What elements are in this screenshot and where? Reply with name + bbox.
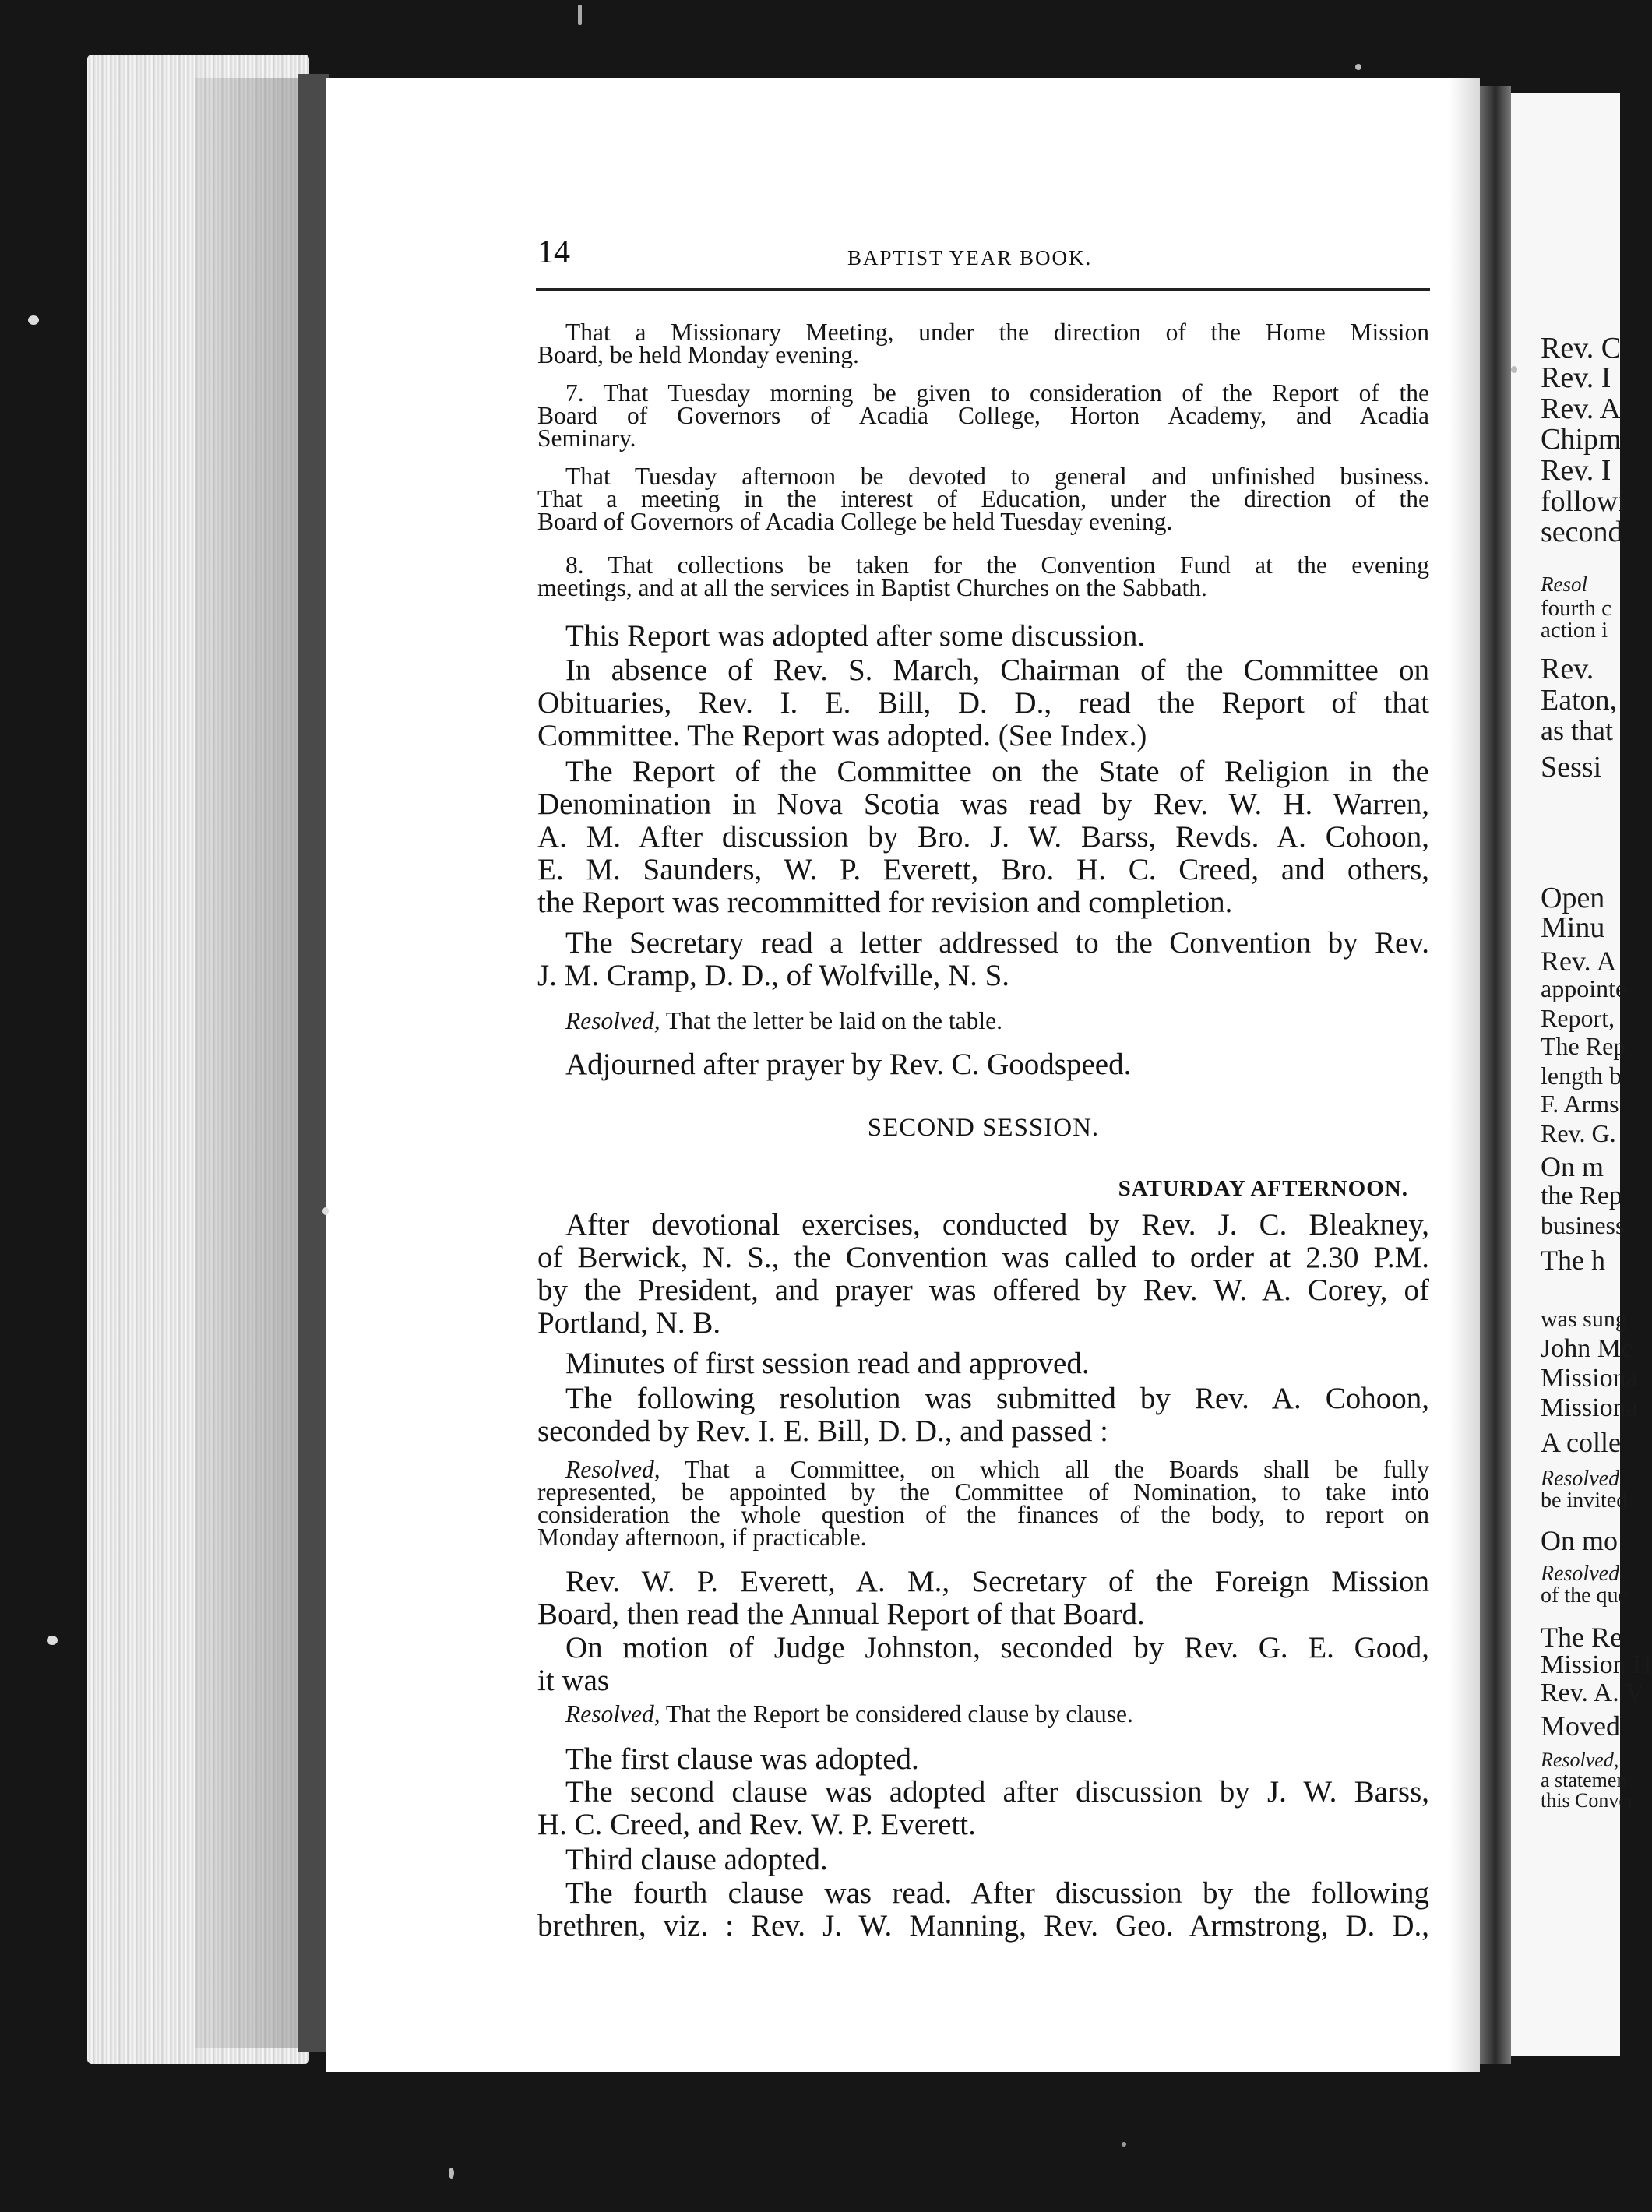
text-line: by the President, and prayer was offered by Rev. W. A. Corey, of bbox=[537, 1273, 1429, 1307]
facing-page-text-fragment: Mission H bbox=[1541, 1650, 1652, 1679]
resolution-letter-on-table bbox=[565, 1009, 1430, 1032]
paragraph-third-clause bbox=[565, 1844, 1430, 1876]
text-line: Committee. The Report was adopted. (See Index.) bbox=[537, 719, 1147, 752]
facing-page-text-fragment: Rev. A bbox=[1541, 393, 1622, 425]
facing-page-text-fragment: On mo bbox=[1541, 1525, 1618, 1556]
text-line: In absence of Rev. S. March, Chairman of the Committee on bbox=[565, 653, 1429, 687]
text-line: it was bbox=[537, 1664, 610, 1697]
text-line: J. M. Cramp, D. D., of Wolfville, N. S. bbox=[537, 959, 1010, 992]
resolution-clause-by-clause bbox=[565, 1700, 1430, 1728]
facing-page-text-fragment: Resolved bbox=[1541, 1467, 1620, 1491]
text-line: Board, then read the Annual Report of that Board. bbox=[537, 1597, 1145, 1631]
facing-page-text-fragment: Sessi bbox=[1541, 751, 1602, 784]
text-line: seconded by Rev. I. E. Bill, D. D., and passed : bbox=[537, 1414, 1108, 1448]
facing-page-text-fragment: length b bbox=[1541, 1062, 1622, 1090]
scan-speck bbox=[1511, 366, 1517, 373]
text-line: Minutes of first session read and approved. bbox=[565, 1347, 1090, 1380]
text-line: Seminary. bbox=[537, 424, 636, 452]
text-line: 8. That collections be taken for the Convention Fund at the evening bbox=[565, 551, 1429, 579]
facing-page-text-fragment: fourth c bbox=[1541, 596, 1611, 621]
section-subtitle: SATURDAY AFTERNOON. bbox=[1118, 1176, 1408, 1201]
paragraph-state-of-religion bbox=[537, 756, 1429, 919]
scan-speck bbox=[47, 1636, 58, 1645]
text-line: Board of Governors of Acadia College be held Tuesday evening. bbox=[537, 508, 1173, 535]
facing-page-text-fragment: of the que bbox=[1541, 1583, 1628, 1608]
page-curl-shadow bbox=[1449, 78, 1480, 2072]
header-rule bbox=[536, 288, 1430, 291]
text-line: After devotional exercises, conducted by Rev. J. C. Bleakney, bbox=[565, 1208, 1429, 1242]
text-line: the Report was recommitted for revision and completion. bbox=[537, 886, 1233, 919]
text-line: That the Report be considered clause by clause. bbox=[660, 1700, 1133, 1728]
text-line: of Berwick, N. S., the Convention was called to order at 2.30 P.M. bbox=[537, 1241, 1429, 1274]
resolved-label: Resolved, bbox=[565, 1700, 660, 1728]
paragraph-first-clause bbox=[565, 1743, 1430, 1776]
text-line: Adjourned after prayer by Rev. C. Goodspeed. bbox=[565, 1048, 1132, 1081]
paragraph-obituaries bbox=[537, 654, 1429, 752]
text-line: brethren, viz. : Rev. J. W. Manning, Rev. Geo. Armstrong, D. D., bbox=[537, 1909, 1429, 1943]
text-line: The second clause was adopted after discussion by J. W. Barss, bbox=[565, 1775, 1429, 1809]
facing-page-text-fragment: Rev. I bbox=[1541, 361, 1611, 394]
paragraph-fourth-clause bbox=[537, 1877, 1429, 1943]
text-line: Portland, N. B. bbox=[537, 1306, 721, 1340]
paragraph-foreign-mission-report bbox=[537, 1566, 1429, 1631]
facing-page-text-fragment: Chipm bbox=[1541, 423, 1622, 456]
text-line: E. M. Saunders, W. P. Everett, Bro. H. C. Creed, and others, bbox=[537, 853, 1429, 886]
text-line: A. M. After discussion by Bro. J. W. Barss, Revds. A. Cohoon, bbox=[537, 820, 1429, 854]
facing-page-fragment bbox=[1511, 93, 1652, 2056]
facing-page-text-fragment: the Rep bbox=[1541, 1182, 1622, 1210]
facing-page-text-fragment: Report, bbox=[1541, 1004, 1615, 1032]
scan-speck bbox=[449, 2168, 454, 2179]
facing-page-text-fragment: Resolved bbox=[1541, 1562, 1620, 1586]
facing-page-text-fragment: this Conver bbox=[1541, 1789, 1635, 1812]
text-line: consideration the whole question of the finances of the body, to report on bbox=[537, 1501, 1429, 1528]
text-line: Board of Governors of Acadia College, Horton Academy, and Acadia bbox=[537, 402, 1429, 429]
text-line: The following resolution was submitted by Rev. A. Cohoon, bbox=[565, 1382, 1429, 1415]
facing-page-text-fragment: Rev. G. bbox=[1541, 1119, 1616, 1147]
paragraph-report-adopted bbox=[565, 620, 1430, 653]
paragraph-devotional-exercises bbox=[537, 1209, 1429, 1340]
text-line: represented, be appointed by the Committee of Nomination, to take into bbox=[537, 1478, 1429, 1506]
text-line: H. C. Creed, and Rev. W. P. Everett. bbox=[537, 1808, 976, 1841]
facing-page-text-fragment: Missiona bbox=[1541, 1393, 1638, 1422]
facing-page-text-fragment: second bbox=[1541, 516, 1623, 548]
scan-speck bbox=[322, 1207, 329, 1215]
left-binding-shadow bbox=[298, 74, 329, 2052]
scan-speck bbox=[578, 5, 582, 25]
text-line: That the letter be laid on the table. bbox=[660, 1007, 1002, 1034]
text-line: Third clause adopted. bbox=[565, 1843, 828, 1876]
text-line bbox=[537, 1458, 1429, 1481]
facing-page-text-fragment: Rev. C bbox=[1541, 332, 1622, 365]
paragraph-tuesday-afternoon bbox=[537, 465, 1429, 533]
facing-page-text-fragment: A colle bbox=[1541, 1427, 1621, 1458]
facing-page-text-fragment: Minu bbox=[1541, 911, 1605, 944]
running-head: BAPTIST YEAR BOOK. bbox=[847, 246, 1093, 269]
text-line: Obituaries, Rev. I. E. Bill, D. D., read the Report of that bbox=[537, 686, 1429, 720]
paragraph-home-mission-meeting bbox=[537, 321, 1429, 366]
paragraph-resolution-submitted bbox=[537, 1382, 1429, 1448]
facing-page-text-fragment: Eaton, bbox=[1541, 684, 1618, 717]
facing-page-text-fragment: Missiona bbox=[1541, 1364, 1638, 1393]
text-line: That a Missionary Meeting, under the direction of the Home Mission bbox=[565, 319, 1429, 346]
paragraph-second-clause bbox=[537, 1776, 1429, 1841]
facing-page-text-fragment: The Re bbox=[1541, 1622, 1622, 1653]
facing-page-text-fragment: be invited bbox=[1541, 1488, 1628, 1513]
resolution-finance-committee bbox=[537, 1456, 1429, 1551]
facing-page-text-fragment: Rev. A bbox=[1541, 946, 1617, 977]
paragraph-minutes-approved bbox=[565, 1347, 1430, 1380]
text-line: Denomination in Nova Scotia was read by Rev. W. H. Warren, bbox=[537, 787, 1429, 821]
facing-page-text-fragment: appointe bbox=[1541, 974, 1627, 1002]
scan-speck bbox=[1122, 2142, 1126, 2147]
text-fragment: That a Committee, on which all the Boards shall be fully bbox=[660, 1456, 1429, 1483]
facing-page-text-fragment: F. Arms bbox=[1541, 1090, 1619, 1118]
facing-page-text-fragment: On m bbox=[1541, 1151, 1604, 1182]
resolved-label: Resolved, bbox=[565, 1007, 660, 1034]
text-line: The Report of the Committee on the State of Religion in the bbox=[565, 755, 1429, 788]
facing-page-text-fragment: John Mc bbox=[1541, 1334, 1633, 1363]
text-line: Rev. W. P. Everett, A. M., Secretary of the Foreign Mission bbox=[565, 1565, 1429, 1598]
text-line: That a meeting in the interest of Education, under the direction of the bbox=[537, 485, 1429, 512]
text-line: On motion of Judge Johnston, seconded by Rev. G. E. Good, bbox=[565, 1631, 1429, 1664]
facing-page-text-fragment: Rev. A. V bbox=[1541, 1678, 1645, 1707]
text-line: This Report was adopted after some discussion. bbox=[565, 619, 1146, 653]
page-edge-shadow bbox=[195, 78, 310, 2048]
resolved-label: Resolved, bbox=[565, 1456, 660, 1483]
paragraph-collections bbox=[537, 551, 1429, 601]
text-line: Monday afternoon, if practicable. bbox=[537, 1523, 867, 1551]
page-number: 14 bbox=[537, 234, 570, 270]
facing-page-text-fragment: followi bbox=[1541, 485, 1626, 518]
paragraph-secretary-letter bbox=[537, 927, 1429, 992]
text-line: That Tuesday afternoon be devoted to general and unfinished business. bbox=[565, 463, 1429, 490]
paragraph-tuesday-morning bbox=[537, 379, 1429, 452]
facing-page-text-fragment: a statement bbox=[1541, 1769, 1633, 1791]
facing-page-text-fragment: Moved bbox=[1541, 1710, 1620, 1742]
facing-page-text-fragment: as that bbox=[1541, 715, 1613, 746]
paragraph-adjourned bbox=[565, 1048, 1430, 1081]
facing-page-text-fragment: Resol bbox=[1541, 572, 1587, 596]
text-line: The fourth clause was read. After discussion by the following bbox=[565, 1876, 1429, 1910]
facing-page-text-fragment: Resolved, bbox=[1541, 1749, 1619, 1771]
text-line: The Secretary read a letter addressed to the Convention by Rev. bbox=[565, 926, 1429, 960]
text-line: The first clause was adopted. bbox=[565, 1742, 919, 1776]
book-gutter bbox=[1480, 86, 1511, 2064]
facing-page-text-fragment: Rev. I bbox=[1541, 454, 1611, 487]
facing-page-text-fragment: was sung bbox=[1541, 1306, 1627, 1332]
facing-page-text-fragment: Open bbox=[1541, 882, 1605, 914]
facing-page-text-fragment: The Rep bbox=[1541, 1032, 1626, 1060]
scan-speck bbox=[28, 315, 39, 325]
scan-speck bbox=[1355, 64, 1361, 70]
facing-page-text-fragment: The h bbox=[1541, 1245, 1605, 1276]
facing-page-text-fragment: action i bbox=[1541, 618, 1608, 643]
facing-page-text-fragment: business bbox=[1541, 1211, 1626, 1239]
paragraph-motion-judge-johnston bbox=[537, 1632, 1429, 1697]
section-title: SECOND SESSION. bbox=[867, 1114, 1100, 1142]
facing-page-text-fragment: Rev. bbox=[1541, 653, 1594, 685]
text-line: 7. That Tuesday morning be given to consideration of the Report of the bbox=[565, 379, 1429, 407]
text-line: Board, be held Monday evening. bbox=[537, 341, 859, 368]
text-line: meetings, and at all the services in Baptist Churches on the Sabbath. bbox=[537, 574, 1207, 601]
